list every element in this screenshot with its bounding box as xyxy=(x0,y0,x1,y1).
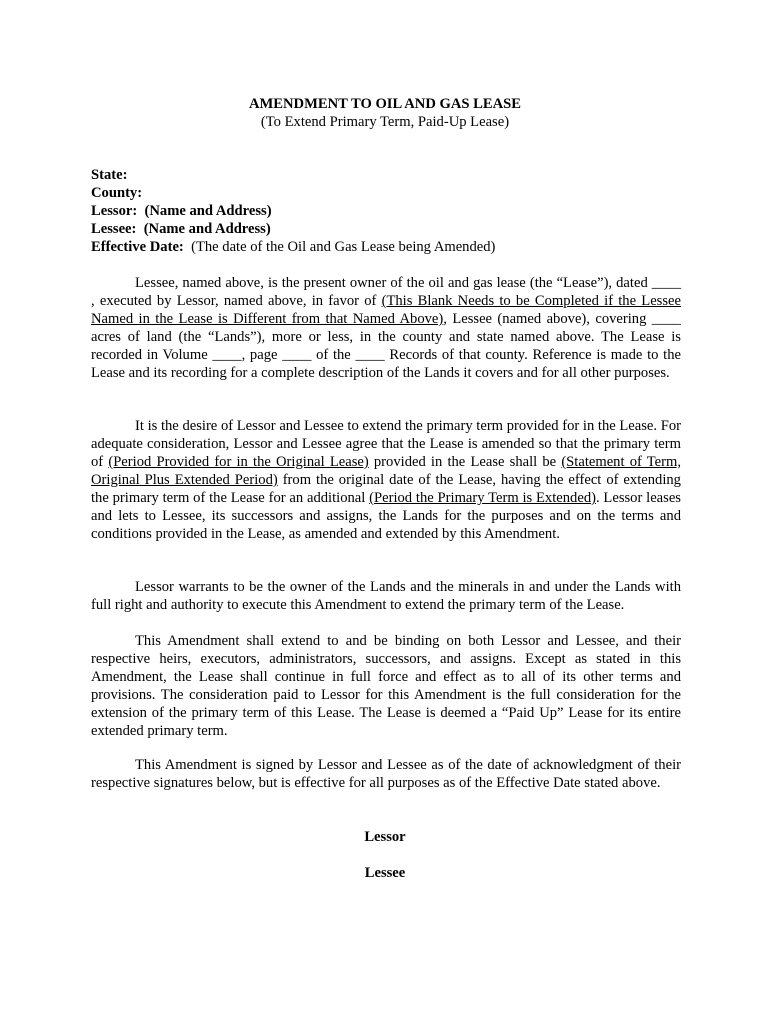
p2-blank-statement-of-term: (Statement of Term, Original Plus Extended Period) xyxy=(91,454,681,488)
lessor-field xyxy=(91,202,681,220)
lessee-value: (Name and Address) xyxy=(143,221,271,237)
paragraph-signing: This Amendment is signed by Lessor and Lessee as of the date of acknowledgment of their respective signatures below, but is effective for all purposes as of the Effective Date stated above. xyxy=(91,757,681,791)
p2-text-a: It is the desire of Lessor and Lessee to extend the primary term provided for in the Lease. For adequate consideration, Lessor and Lessee agree that the Lease is amended so that the primary term of xyxy=(91,418,681,470)
paragraph-lease-ownership xyxy=(91,274,681,382)
p2-text-c: from the original date of the Lease, having the effect of extending the primary term of the Lease for an additional xyxy=(91,472,681,506)
paragraph-warranty: Lessor warrants to be the owner of the Lands and the minerals in and under the Lands with full right and authority to execute this Amendment to extend the primary term of the Lease. xyxy=(91,579,681,613)
lessor-value: (Name and Address) xyxy=(144,203,272,219)
p2-blank-extension-period: (Period the Primary Term is Extended) xyxy=(369,490,596,506)
paragraph-extension xyxy=(91,417,681,543)
p1-blank-lessee-name: (This Blank Needs to be Completed if the Lessee Named in the Lease is Different from that Named Above) xyxy=(91,293,681,327)
lessee-field xyxy=(91,220,681,238)
county-field xyxy=(91,184,681,202)
county-label: County: xyxy=(91,185,143,201)
effective-date-value: (The date of the Oil and Gas Lease being Amended) xyxy=(191,239,496,255)
p1-text-a: Lessee, named above, is the present owner of the oil and gas lease (the “Lease”), dated ____ , executed by Lessor, named above, in favor of xyxy=(91,275,681,309)
document-subtitle: (To Extend Primary Term, Paid-Up Lease) xyxy=(260,114,510,130)
document-title: AMENDMENT TO OIL AND GAS LEASE xyxy=(248,96,522,112)
header-fields xyxy=(91,166,681,256)
paragraph-binding: This Amendment shall extend to and be binding on both Lessor and Lessee, and their respective heirs, executors, administrators, successors, and assigns. Except as stated in this Amendment, the Lease shall continue in full force and effect as to all of its other terms and provisions. The consideration paid to Lessor for this Amendment is the full consideration for the extension of the primary term of this Lease. The Lease is deemed a “Paid Up” Lease for its entire extended primary term. xyxy=(91,633,681,739)
state-label: State: xyxy=(91,167,128,183)
p2-text-b: provided in the Lease shall be xyxy=(368,454,562,470)
p2-text-d: . Lessor leases and lets to Lessee, its successors and assigns, the Lands for the purposes and on the terms and conditions provided in the Lease, as amended and extended by this Amendment. xyxy=(91,490,681,542)
lessor-signature-label: Lessor xyxy=(364,829,406,845)
lessor-label: Lessor: xyxy=(91,203,138,219)
title-block xyxy=(0,95,770,131)
lessee-signature-label: Lessee xyxy=(364,865,406,881)
effective-date-label: Effective Date: xyxy=(91,239,184,255)
effective-date-field xyxy=(91,238,681,256)
lessee-label: Lessee: xyxy=(91,221,137,237)
p1-text-b: , Lessee (named above), covering ____ acres of land (the “Lands”), more or less, in the county and state named above. The Lease is recorded in Volume ____, page ____ of the ____ Records of that county. Reference is made to the Lease and its recording for a complete description of the Lands it covers and for all other purposes. xyxy=(91,311,681,381)
p2-blank-original-period: (Period Provided for in the Original Lease) xyxy=(108,454,369,470)
state-field xyxy=(91,166,681,184)
